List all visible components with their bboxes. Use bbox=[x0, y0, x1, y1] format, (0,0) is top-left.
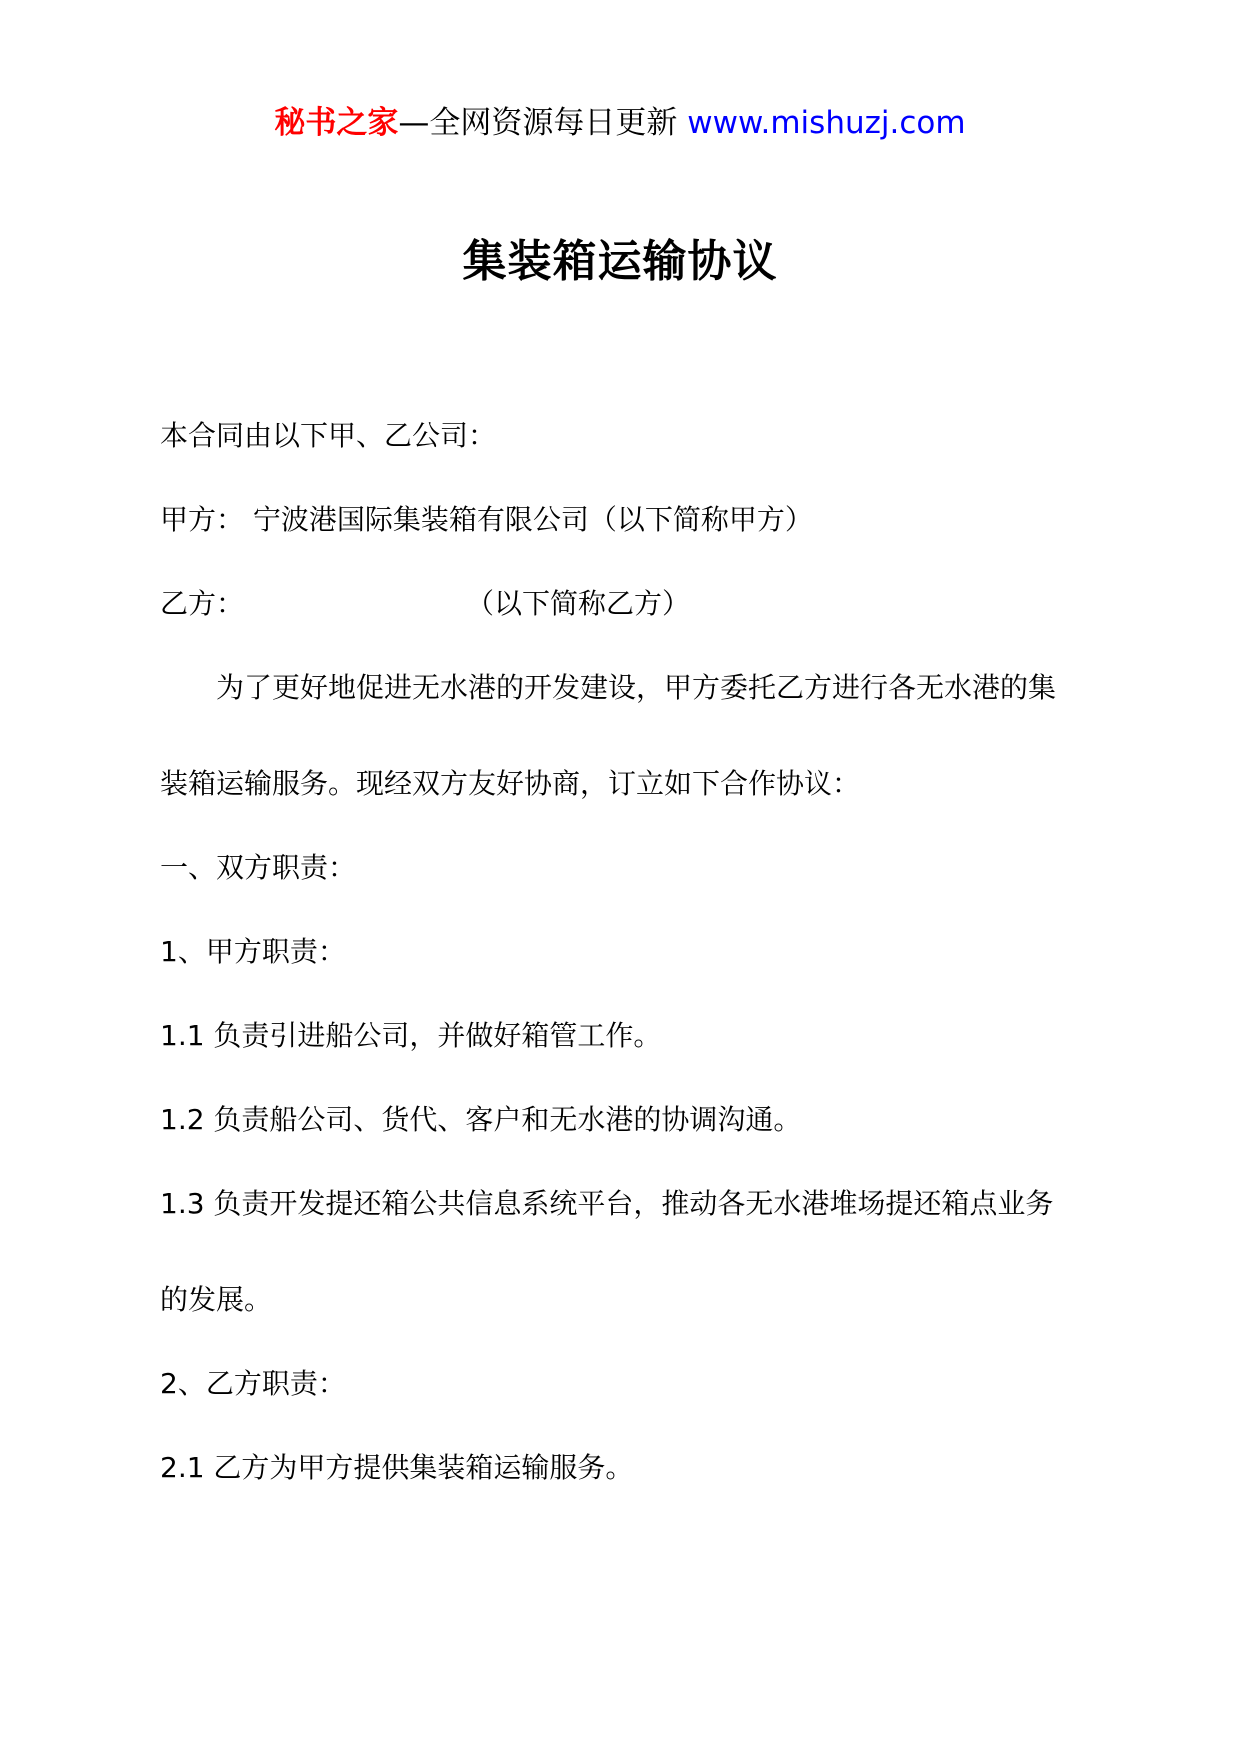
site-url-link[interactable]: www.mishuzj.com bbox=[687, 105, 966, 141]
item-2-1: 2.1 乙方为甲方提供集装箱运输服务。 bbox=[160, 1451, 634, 1484]
item-2-heading: 2、乙方职责： bbox=[160, 1367, 346, 1400]
party-b-line bbox=[160, 584, 690, 624]
site-header bbox=[0, 100, 1240, 146]
intro-line: 本合同由以下甲、乙公司： bbox=[160, 419, 497, 452]
slogan: —全网资源每日更新 bbox=[398, 105, 678, 141]
purpose-line-1: 为了更好地促进无水港的开发建设，甲方委托乙方进行各无水港的集 bbox=[216, 671, 1057, 704]
party-b-label: 乙方： bbox=[160, 587, 245, 620]
item-1-3-line-1: 1.3 负责开发提还箱公共信息系统平台，推动各无水港堆场提还箱点业务 bbox=[160, 1187, 1054, 1220]
party-b-note: （以下简称乙方） bbox=[466, 587, 691, 620]
party-a-line: 甲方： 宁波港国际集装箱有限公司（以下简称甲方） bbox=[160, 503, 813, 536]
section-1-heading: 一、双方职责： bbox=[160, 851, 357, 884]
item-1-2: 1.2 负责船公司、货代、客户和无水港的协调沟通。 bbox=[160, 1103, 802, 1136]
brand-name: 秘书之家 bbox=[274, 105, 399, 141]
item-1-1: 1.1 负责引进船公司，并做好箱管工作。 bbox=[160, 1019, 662, 1052]
item-1-3-line-2: 的发展。 bbox=[160, 1283, 273, 1316]
purpose-line-2: 装箱运输服务。现经双方友好协商，订立如下合作协议： bbox=[160, 767, 861, 800]
item-1-heading: 1、甲方职责： bbox=[160, 935, 346, 968]
document-title: 集装箱运输协议 bbox=[462, 236, 778, 287]
